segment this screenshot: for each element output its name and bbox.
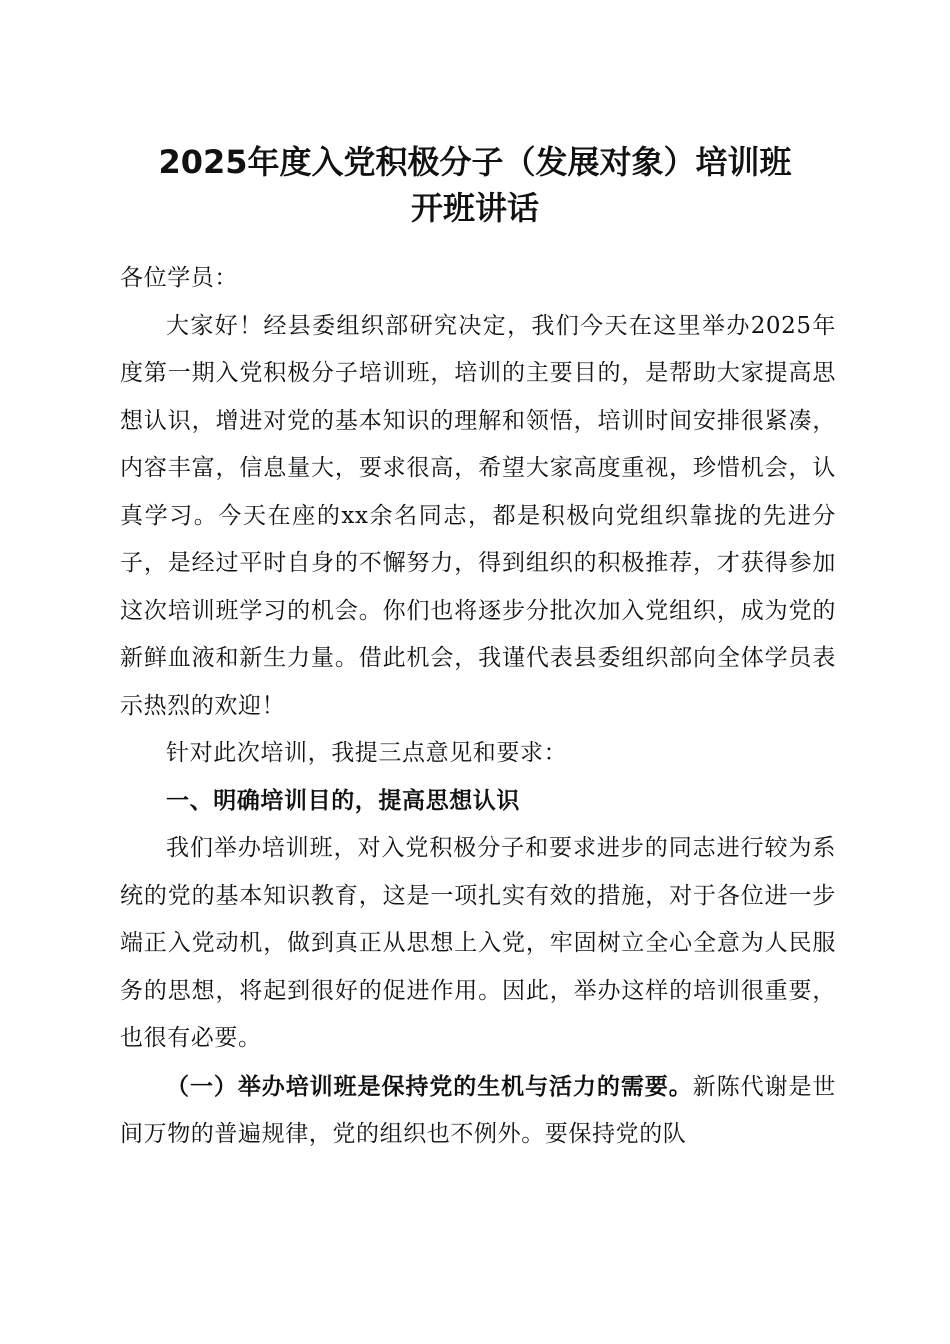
subsection-1-text: 新陈代谢是世间万物的普遍规律，党的组织也不例外。要保持党的队 xyxy=(120,1073,836,1147)
paragraph-subsection-1 xyxy=(120,1063,836,1159)
document-title-line-1: 2025年度入党积极分子（发展对象）培训班 xyxy=(158,143,792,181)
paragraph-requirements: 针对此次培训，我提三点意见和要求： xyxy=(166,740,568,766)
section-heading-1: 一、明确培训目的，提高思想认识 xyxy=(166,787,520,814)
document-body xyxy=(120,255,836,1159)
paragraph-intro: 大家好！经县委组织部研究决定，我们今天在这里举办2025年度第一期入党积极分子培训班，培训的主要目的，是帮助大家提高思想认识，增进对党的基本知识的理解和领悟，培训时间安排很紧凑，内容丰富，信息量大，要求很高，希望大家高度重视，珍惜机会，认真学习。今天在座的xx余名同志，都是积极向党组织靠拢的先进分子，是经过平时自身的不懈努力，得到组织的积极推荐，才获得参加这次培训班学习的机会。你们也将逐步分批次加入党组织，成为党的新鲜血液和新生力量。借此机会，我谨代表县委组织部向全体学员表示热烈的欢迎！ xyxy=(120,312,836,719)
subsection-1-heading: （一）举办培训班是保持党的生机与活力的需要。 xyxy=(166,1072,693,1100)
salutation: 各位学员： xyxy=(120,265,238,291)
paragraph-section-1: 我们举办培训班，对入党积极分子和要求进步的同志进行较为系统的党的基本知识教育，这是一项扎实有效的措施，对于各位进一步端正入党动机，做到真正从思想上入党，牢固树立全心全意为人民服务的思想，将起到很好的促进作用。因此，举办这样的培训很重要，也很有必要。 xyxy=(120,835,836,1051)
document-title-line-2: 开班讲话 xyxy=(410,189,539,227)
